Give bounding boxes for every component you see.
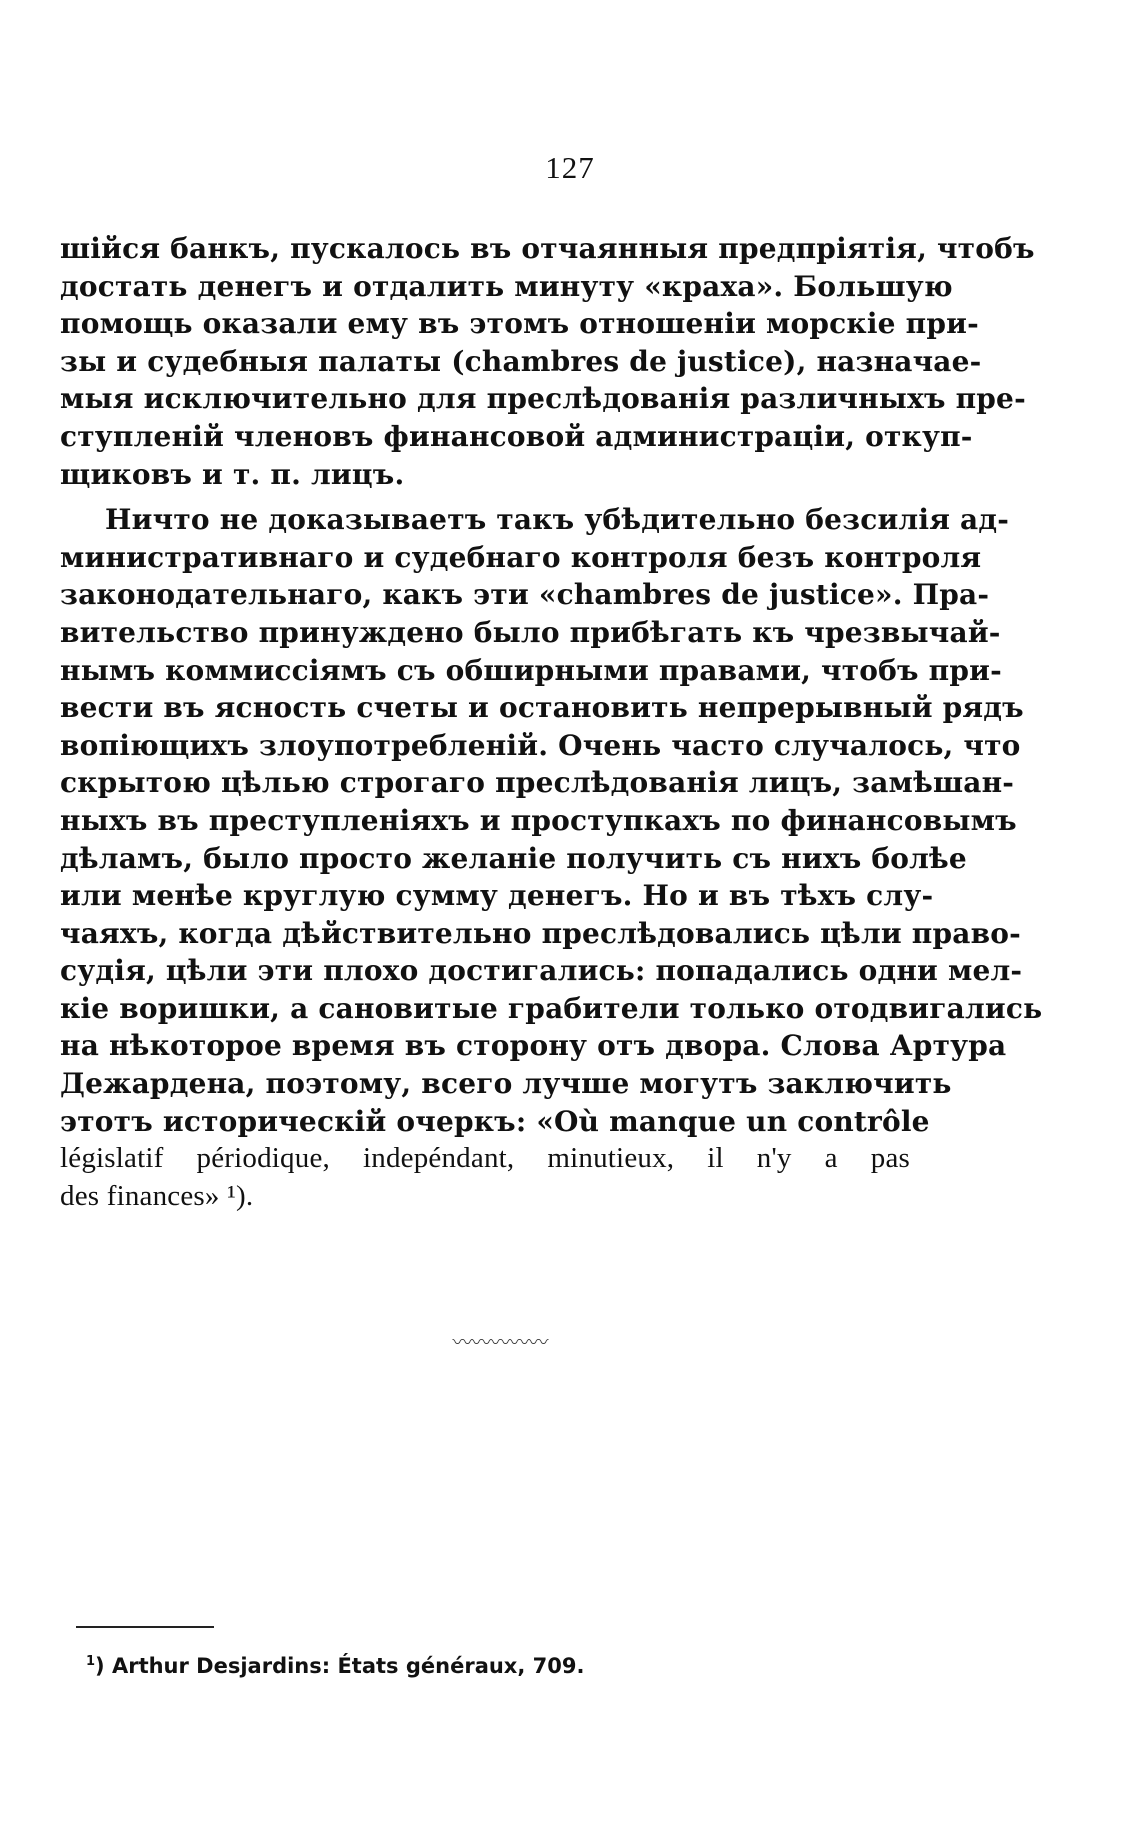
body-text xyxy=(60,230,1043,1215)
footnote xyxy=(86,1654,584,1678)
footnote-rule xyxy=(76,1626,214,1628)
text-line: нымъ коммиссіямъ съ обширными правами, чтобъ при- xyxy=(60,653,1002,687)
text-line: достать денегъ и отдалить минуту «краха». Большую xyxy=(60,269,953,303)
text-line: Ничто не доказываетъ такъ убѣдительно безсилія ад- xyxy=(105,503,1010,537)
text-line: вести въ ясность счеты и остановить непрерывный рядъ xyxy=(60,691,1024,725)
text-line: помощь оказали ему въ этомъ отношеніи морскіе при- xyxy=(60,307,979,341)
text-line: дѣламъ, было просто желаніе получить съ нихъ болѣе xyxy=(60,841,967,875)
text-line: щиковъ и т. п. лицъ. xyxy=(60,457,405,491)
text-line: кіе воришки, а сановитые грабители только отодвигались xyxy=(60,991,1043,1025)
text-line: Дежардена, поэтому, всего лучше могутъ заключить xyxy=(60,1067,952,1101)
text-line: судія, цѣли эти плохо достигались: попадались одни мел- xyxy=(60,954,1023,988)
text-line: вопіющихъ злоупотребленій. Очень часто случалось, что xyxy=(60,728,1021,762)
page-number: 127 xyxy=(545,150,595,185)
text-line: скрытою цѣлью строгаго преслѣдованія лицъ, замѣшан- xyxy=(60,766,1015,800)
text-line: на нѣкоторое время въ сторону отъ двора. Слова Артура xyxy=(60,1029,1007,1063)
footnote-marker: 1 xyxy=(86,1654,96,1669)
footnote-text: ) Arthur Desjardins: États généraux, 709. xyxy=(95,1654,585,1678)
text-line: чаяхъ, когда дѣйствительно преслѣдовались цѣли право- xyxy=(60,916,1021,950)
text-line: этотъ историческій очеркъ: «Où manque un contrôle xyxy=(60,1104,930,1138)
text-line: или менѣе круглую сумму денегъ. Но и въ тѣхъ слу- xyxy=(60,879,934,913)
text-line: шійся банкъ, пускалось въ отчаянныя предпріятія, чтобъ xyxy=(60,232,1035,265)
section-ornament: 〰〰〰〰〰 xyxy=(452,1330,548,1354)
text-line: des finances» ¹). xyxy=(60,1179,254,1212)
text-line: вительство принуждено было прибѣгать къ чрезвычай- xyxy=(60,615,1001,649)
text-line: législatif périodique, indepéndant, minutieux, il n'y a pas xyxy=(60,1142,910,1175)
text-line: ныхъ въ преступленіяхъ и проступкахъ по финансовымъ xyxy=(60,803,1017,837)
text-line: законодательнаго, какъ эти «chambres de justice». Пра- xyxy=(60,578,990,612)
text-line: зы и судебныя палаты (chambres de justice), назначае- xyxy=(60,344,982,378)
text-line: мыя исключительно для преслѣдованія различныхъ пре- xyxy=(60,382,1026,416)
text-line: ступленій членовъ финансовой администраціи, откуп- xyxy=(60,419,973,453)
text-line: министративнаго и судебнаго контроля безъ контроля xyxy=(60,540,982,574)
